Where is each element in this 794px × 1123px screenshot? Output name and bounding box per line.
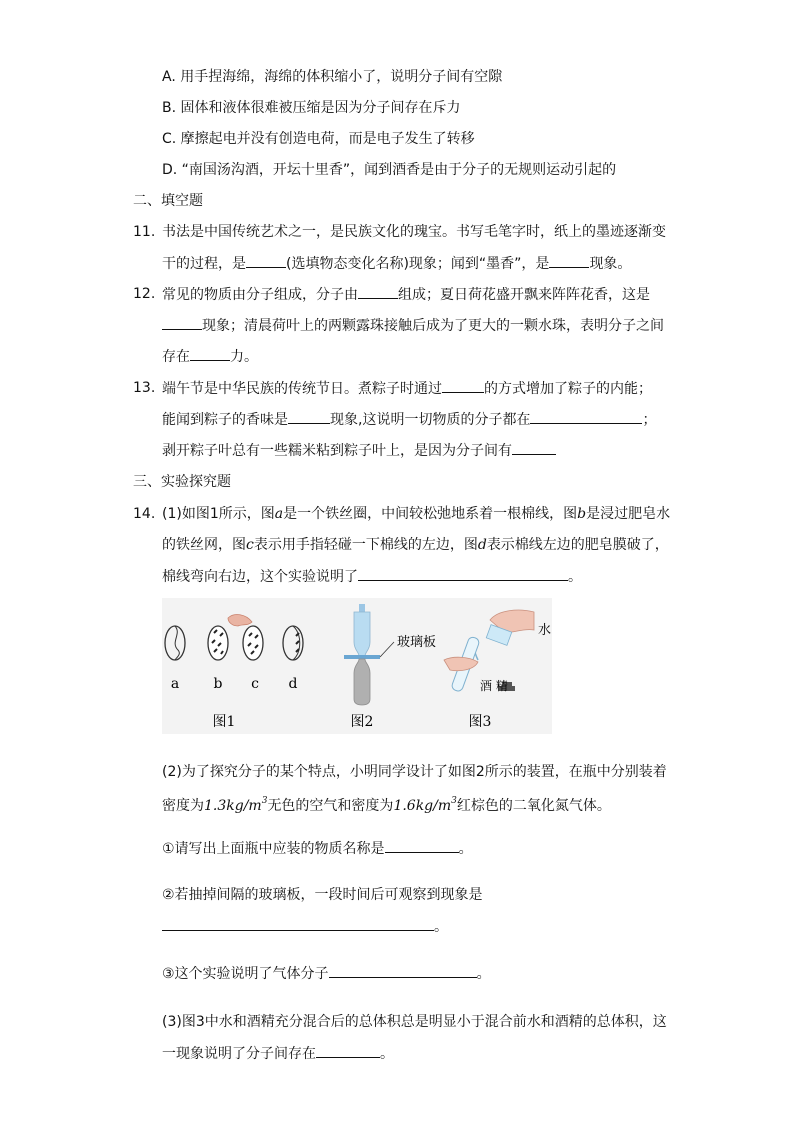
q14-p3-line-1: (3)图3中水和酒精充分混合后的总体积总是明显小于混合前水和酒精的总体积，这	[162, 1014, 667, 1030]
var-c: c	[246, 537, 254, 553]
q14-blank-4[interactable]	[329, 963, 477, 978]
experiment-figure	[162, 598, 552, 734]
q14-text-1b: 是一个铁丝圈，中间较松弛地系着一根棉线，图	[283, 506, 578, 522]
caption-fig2: 图2	[350, 714, 374, 730]
q12-blank-3[interactable]	[190, 346, 230, 361]
q14-blank-1[interactable]	[358, 566, 568, 581]
q14-p2-text-a: 密度为	[162, 798, 204, 814]
density-2-unit: kg/m	[415, 798, 452, 814]
q14-blank-3[interactable]	[162, 916, 434, 931]
q14-p2-text-c: 红棕色的二氧化氮气体。	[456, 798, 611, 814]
q13-text-f: 剥开粽子叶总有一些糯米粘到粽子叶上，是因为分子间有	[162, 443, 512, 459]
q14-p2-text-b: 无色的空气和密度为	[267, 798, 394, 814]
density-1-unit: kg/m	[226, 798, 262, 814]
q14-period-5: 。	[380, 1046, 394, 1062]
q12-text-d: 存在	[162, 349, 190, 365]
density-2-value: 1.6	[393, 798, 416, 814]
caption-fig1: 图1	[212, 714, 236, 730]
density-2-exp: 3	[451, 796, 457, 806]
q12-text-a: 常见的物质由分子组成，分子由	[162, 287, 358, 303]
q12-text-b: 组成；夏日荷花盛开飘来阵阵花香，这是	[398, 287, 650, 303]
q14-p1-line-3	[162, 566, 582, 586]
q14-sub-3	[162, 963, 491, 983]
caption-fig3: 图3	[468, 714, 492, 730]
glass-plate	[344, 655, 380, 659]
q13-blank-2[interactable]	[288, 409, 330, 424]
q13-line-2	[162, 409, 656, 429]
q14-p3-line-2	[162, 1043, 394, 1063]
q12-number: 12.	[133, 286, 156, 302]
q12-blank-1[interactable]	[358, 284, 398, 299]
q11-blank-1[interactable]	[246, 253, 286, 268]
q14-text-2b: 表示用手指轻碰一下棉线的左边，图	[253, 537, 478, 553]
q14-p2-line-2	[162, 791, 611, 814]
q14-text-3: 棉线弯向右边，这个实验说明了	[162, 569, 358, 585]
q11-text-b: (选填物态变化名称)现象；闻到“墨香”，是	[286, 256, 550, 272]
q13-number: 13.	[133, 380, 156, 396]
experiment-figure-svg	[162, 598, 552, 734]
q14-p2-line-1: (2)为了探究分子的某个特点，小明同学设计了如图2所示的装置，在瓶中分别装着	[162, 764, 667, 780]
option-c: C. 摩擦起电并没有创造电荷，而是电子发生了转移	[162, 131, 475, 147]
option-a: A. 用手捏海绵，海绵的体积缩小了，说明分子间有空隙	[162, 69, 503, 85]
q14-text-1c: 是浸过肥皂水	[586, 506, 671, 522]
q12-line-1	[162, 284, 650, 304]
q13-line-3	[162, 440, 556, 460]
q11-line-2	[162, 253, 631, 273]
q14-period-4: 。	[476, 966, 491, 982]
q14-sub-2: ②若抽掉间隔的玻璃板，一段时间后可观察到现象是	[162, 887, 483, 903]
q11-line-1: 书法是中国传统艺术之一，是民族文化的瑰宝。书写毛笔字时，纸上的墨迹逐渐变	[162, 224, 666, 240]
q14-sub-3-text: ③这个实验说明了气体分子	[162, 966, 329, 982]
q12-line-3	[162, 346, 258, 366]
var-a: a	[274, 506, 284, 522]
q12-line-2	[162, 315, 664, 335]
q13-text-c: 能闻到粽子的香味是	[162, 412, 288, 428]
q14-sub-1	[162, 838, 473, 858]
option-b: B. 固体和液体很难被压缩是因为分子间存在斥力	[162, 100, 461, 116]
q13-line-1	[162, 378, 652, 398]
q14-sub-2-answer	[162, 916, 448, 936]
option-d: D. “南国汤沟酒，开坛十里香”，闻到酒香是由于分子的无规则运动引起的	[162, 162, 617, 178]
water-label: 水	[538, 623, 552, 638]
q14-period-1: 。	[568, 569, 582, 585]
q12-blank-2[interactable]	[162, 315, 202, 330]
q12-text-c: 现象；清晨荷叶上的两颗露珠接触后成为了更大的一颗水珠，表明分子之间	[202, 318, 664, 334]
wire-loop-b	[208, 626, 228, 660]
q13-text-b: 的方式增加了粽子的内能；	[484, 381, 652, 397]
q13-text-e: ；	[642, 412, 657, 428]
q12-text-e: 力。	[230, 349, 258, 365]
q14-p1-line-2	[162, 535, 669, 555]
q14-text-1a: (1)如图1所示，图	[162, 506, 275, 522]
q14-text-2c: 表示棉线左边的肥皂膜破了，	[486, 537, 669, 553]
q13-blank-1[interactable]	[442, 378, 484, 393]
q13-text-d: 现象,这说明一切物质的分子都在	[330, 412, 531, 428]
q14-period-2: 。	[458, 841, 473, 857]
q13-text-a: 端午节是中华民族的传统节日。煮粽子时通过	[162, 381, 442, 397]
q13-blank-4[interactable]	[512, 440, 556, 455]
fig1-label-b: b	[213, 676, 223, 692]
glass-plate-label: 玻璃板	[397, 635, 437, 650]
density-1-exp: 3	[261, 796, 268, 806]
fig1-label-d: d	[288, 676, 298, 692]
q11-text-a: 干的过程，是	[162, 256, 246, 272]
fig1-label-c: c	[251, 676, 259, 692]
q11-text-c: 现象。	[589, 256, 632, 272]
q11-number: 11.	[133, 224, 156, 240]
q11-blank-2[interactable]	[549, 253, 589, 268]
var-b: b	[577, 506, 587, 522]
section-fill-heading: 二、填空题	[133, 193, 203, 209]
alcohol-label: 酒 精	[480, 679, 508, 693]
section-exp-heading: 三、实验探究题	[133, 474, 231, 490]
density-1-value: 1.3	[204, 798, 227, 814]
fig1-label-a: a	[170, 676, 180, 692]
q13-blank-3[interactable]	[530, 409, 642, 424]
q14-blank-2[interactable]	[385, 838, 459, 853]
q14-text-2a: 的铁丝网，图	[162, 537, 246, 553]
var-d: d	[477, 537, 487, 553]
q14-number: 14.	[133, 506, 156, 522]
q14-blank-5[interactable]	[316, 1043, 380, 1058]
q14-p1-line-1	[162, 504, 670, 524]
q14-sub-1-text: ①请写出上面瓶中应装的物质名称是	[162, 841, 385, 857]
q14-period-3: 。	[434, 919, 448, 935]
q14-p3-text: 一现象说明了分子间存在	[162, 1046, 316, 1062]
